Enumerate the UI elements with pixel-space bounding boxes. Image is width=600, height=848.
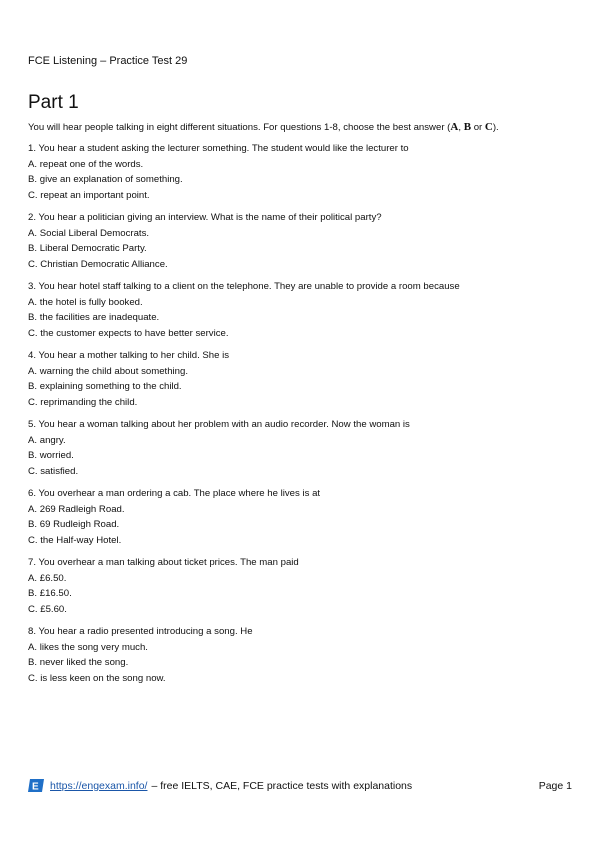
option-b: B. the facilities are inadequate. [28, 312, 160, 323]
instructions: You will hear people talking in eight different situations. For questions 1-8, choose the best answer (A, B or C). [28, 121, 499, 133]
page-footer [28, 779, 572, 792]
question-stem: 4. You hear a mother talking to her child. She is [28, 350, 230, 361]
question-stem: 7. You overhear a man talking about ticket prices. The man paid [28, 557, 299, 568]
page-number: Page 1 [538, 779, 572, 792]
question-3 [28, 279, 460, 341]
option-c: C. reprimanding the child. [28, 396, 138, 408]
option-c: C. the customer expects to have better service. [28, 327, 229, 339]
question-stem: 6. You overhear a man ordering a cab. The place where he lives is at [28, 488, 321, 499]
option-a: A. warning the child about something. [28, 365, 188, 377]
question-stem: 8. You hear a radio presented introducing a song. He [28, 626, 253, 637]
option-b: B. give an explanation of something. [28, 174, 183, 185]
question-7 [28, 555, 299, 617]
option-b: B. 69 Rudleigh Road. [28, 519, 120, 530]
question-4 [28, 348, 229, 410]
site-link[interactable]: https://engexam.info/ [50, 779, 148, 792]
option-a: A. the hotel is fully booked. [28, 296, 143, 308]
footer-tagline: – free IELTS, CAE, FCE practice tests with explanations [151, 779, 413, 792]
option-a: A. Social Liberal Democrats. [28, 227, 150, 239]
question-6 [28, 486, 320, 548]
option-a: A. angry. [28, 434, 66, 446]
option-b: B. never liked the song. [28, 657, 129, 668]
option-c: C. is less keen on the song now. [28, 672, 166, 684]
question-2 [28, 210, 382, 272]
option-c: C. £5.60. [28, 603, 67, 615]
option-b: B. explaining something to the child. [28, 381, 182, 392]
option-a: A. 269 Radleigh Road. [28, 503, 125, 515]
question-stem: 5. You hear a woman talking about her problem with an audio recorder. Now the woman is [28, 419, 410, 430]
question-stem: 2. You hear a politician giving an interview. What is the name of their political party? [28, 212, 382, 223]
question-stem: 1. You hear a student asking the lecturer something. The student would like the lecturer to [28, 143, 409, 154]
option-a: A. likes the song very much. [28, 641, 148, 653]
option-c: C. the Half-way Hotel. [28, 534, 122, 546]
option-b: B. worried. [28, 450, 74, 461]
question-5 [28, 417, 410, 479]
svg-text:E: E [32, 781, 39, 792]
option-b: B. Liberal Democratic Party. [28, 243, 147, 254]
question-8 [28, 624, 253, 686]
question-1 [28, 141, 409, 203]
part-heading: Part 1 [28, 92, 79, 113]
engexam-logo-icon [28, 779, 44, 792]
option-b: B. £16.50. [28, 588, 72, 599]
document-title: FCE Listening – Practice Test 29 [28, 55, 188, 67]
option-c: C. satisfied. [28, 465, 79, 477]
option-a: A. repeat one of the words. [28, 158, 144, 170]
option-c: C. Christian Democratic Alliance. [28, 258, 168, 270]
option-c: C. repeat an important point. [28, 189, 150, 201]
question-stem: 3. You hear hotel staff talking to a client on the telephone. They are unable to provide a room because [28, 281, 460, 292]
option-a: A. £6.50. [28, 572, 67, 584]
